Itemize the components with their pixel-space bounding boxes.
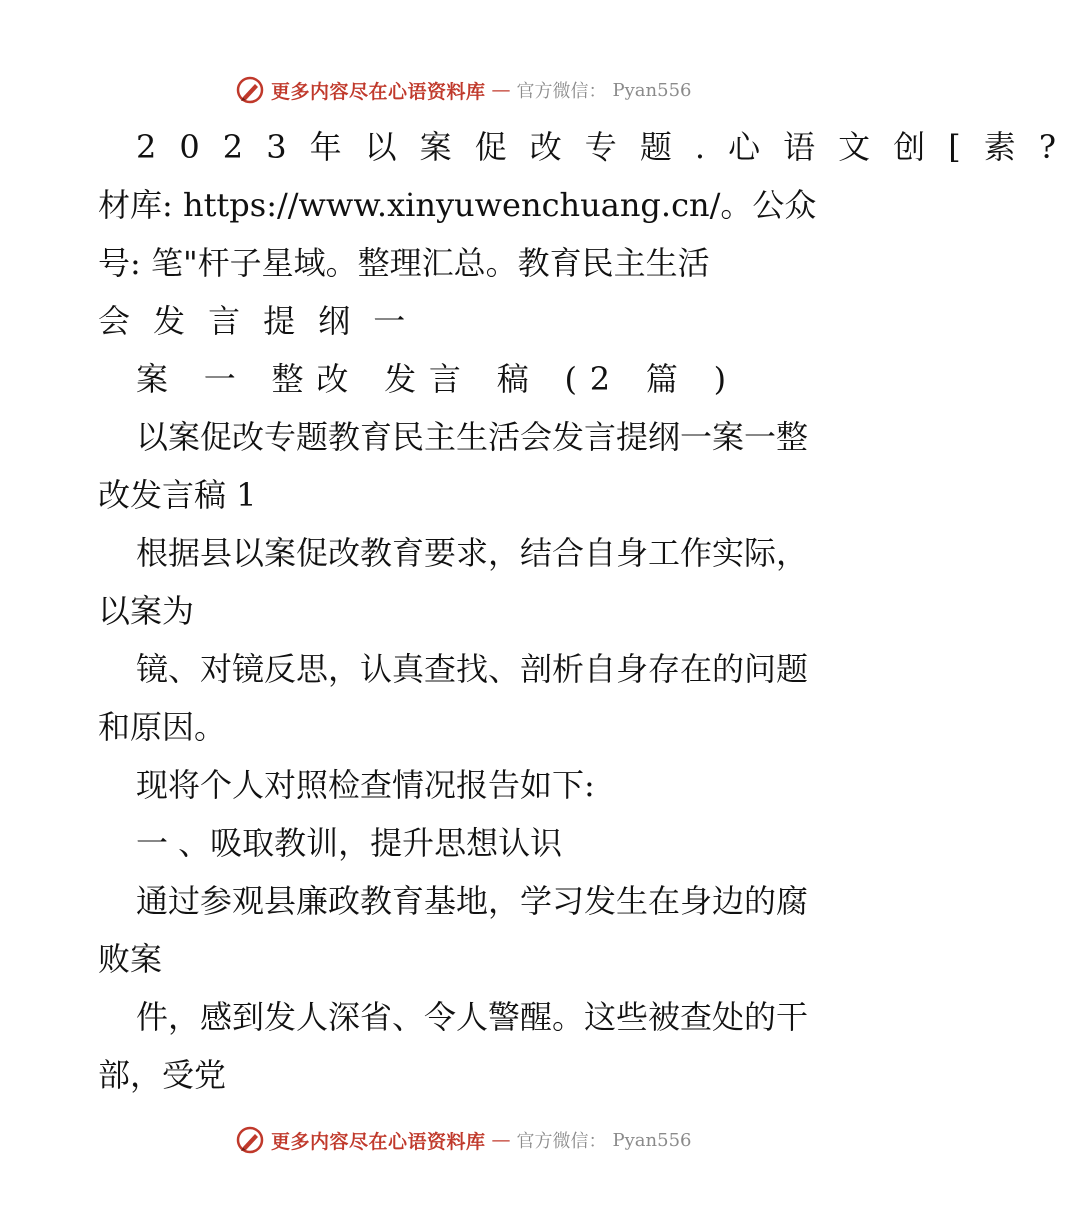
banner-wechat-id: Pyan556: [612, 1129, 692, 1151]
doc-line: 镜、对镜反思，认真查找、剖析自身存在的问题: [136, 650, 809, 688]
header-banner: [235, 73, 691, 107]
banner-site-text: 更多内容尽在心语资料库: [271, 80, 486, 103]
footer-banner: [235, 1123, 691, 1157]
doc-line: 部，受党: [98, 1056, 227, 1094]
doc-line: 败案: [98, 940, 163, 978]
doc-line: 2023年以案促改专题.心语文创[素?: [136, 128, 1079, 166]
pen-logo-icon: [235, 1125, 265, 1155]
doc-line: 根据县以案促改教育要求，结合自身工作实际，: [136, 534, 809, 572]
document-body: [98, 118, 1079, 1104]
pen-logo-icon: [235, 75, 265, 105]
banner-wechat-id: Pyan556: [612, 79, 692, 101]
banner-wechat-label: 官方微信：: [516, 1131, 607, 1152]
banner-site-text: 更多内容尽在心语资料库: [271, 1130, 486, 1153]
doc-line: 现将个人对照检查情况报告如下:: [136, 766, 595, 804]
doc-line: 和原因。: [98, 708, 227, 746]
doc-line: 材库: https://www.xinyuwenchuang.cn/。公众: [98, 186, 817, 224]
banner-dash: —: [491, 1129, 511, 1151]
banner-wechat-label: 官方微信：: [516, 81, 607, 102]
doc-line: 改发言稿 1: [98, 476, 257, 514]
doc-line: 以案促改专题教育民主生活会发言提纲一案一整: [136, 418, 809, 456]
doc-line: 件，感到发人深省、令人警醒。这些被查处的干: [136, 998, 809, 1036]
doc-heading: 案 一 整改 发言 稿 (2 篇 ): [136, 360, 739, 398]
doc-line: 通过参观县廉政教育基地，学习发生在身边的腐: [136, 882, 809, 920]
doc-line: 会发言提纲一: [98, 302, 429, 340]
doc-section-heading: 一 、吸取教训，提升思想认识: [136, 824, 563, 862]
doc-line: 以案为: [98, 592, 195, 630]
doc-line: 号: 笔"杆子星域。整理汇总。教育民主生活: [98, 244, 710, 282]
banner-dash: —: [491, 79, 511, 101]
